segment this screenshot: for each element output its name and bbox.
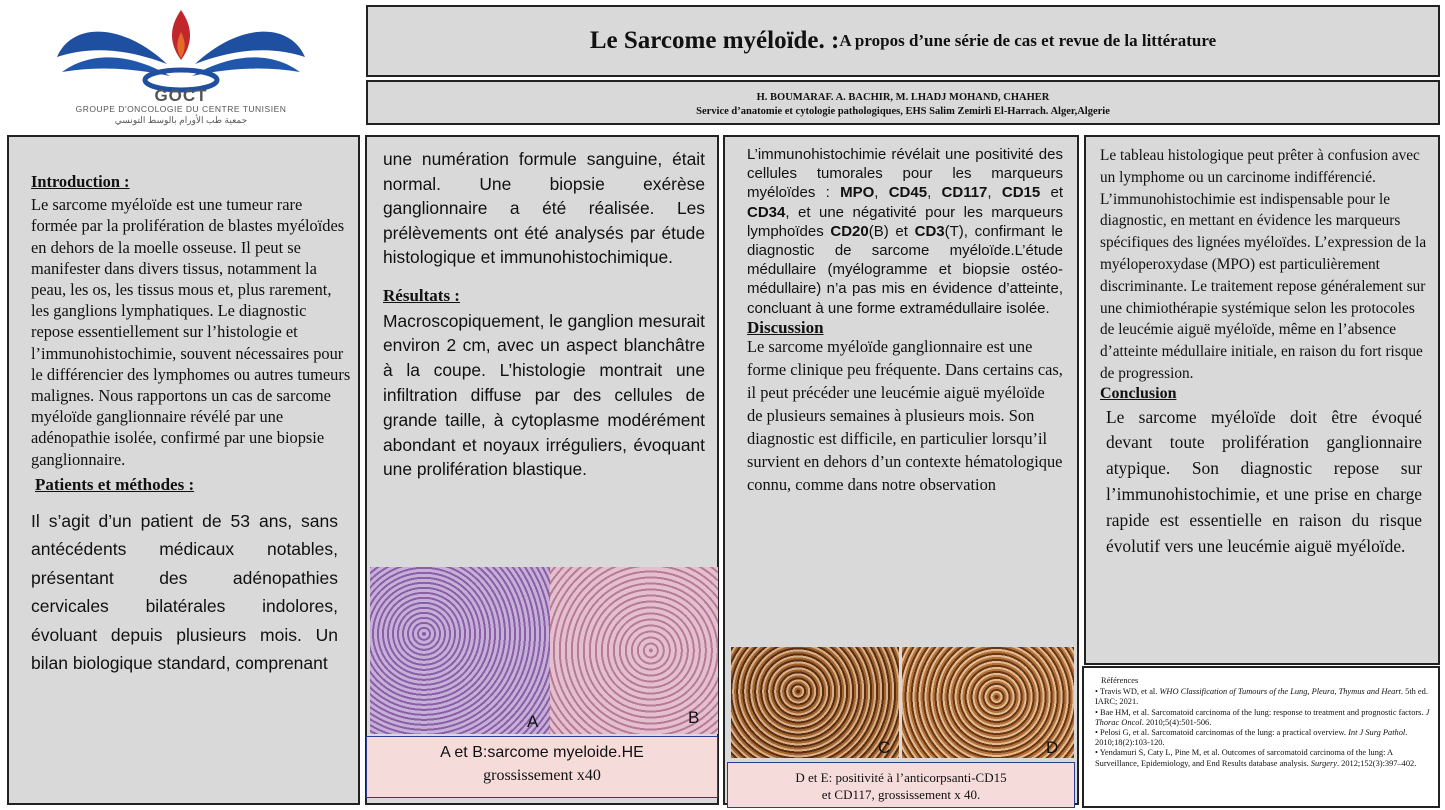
references — [1082, 666, 1440, 808]
reference-item: • Bae HM, et al. Sarcomatoid carcinoma of the lung: response to treatment and prognostic factors. J Thorac Oncol. 2010;5(4):501-506. — [1095, 707, 1430, 727]
introduction-text: Le sarcome myéloïde est une tumeur rare formée par la prolifération de blastes myéloïdes en dehors de la moelle osseuse. Il peut se manifester dans divers tissus, notamment la peau, les os, les tissus mous et, plus rarement, les ganglions lymphatiques. Le diagnostic repose essentiellement sur l’histologie et l’immunohistochimie, souvent nécessaires pour le différencier des lymphomes ou autres tumeurs malignes. Nous rapportons un cas de sarcome myéloïde ganglionnaire révélé par une adénopathie isolée, confirmé par une biopsie ganglionnaire. — [31, 195, 351, 469]
poster-title: Le Sarcome myéloïde. : — [589, 27, 840, 54]
reference-item: • Yendamuri S, Caty L, Pine M, et al. Outcomes of sarcomatoid carcinoma of the lung: A Surveillance, Epidemiology, and End Results database analysis. Surgery. 2012;152(3):397–402. — [1095, 748, 1417, 768]
references-heading: Références — [1101, 676, 1139, 685]
ihc-text: L’immunohistochimie révélait une positivité des cellules tumorales pour les marqueurs myéloïdes : MPO, CD45, CD117, CD15 et CD34, et une négativité pour les marqueurs lymphoïdes CD20(B) et CD3(T), confirmant le diagnostic de sarcome myéloïde.L’étude médullaire (myélogramme et biopsie ostéo-médullaire) n’a pas mis en évidence d’atteinte, concluant à une forme extramédullaire isolée. — [747, 146, 1064, 317]
patients-text: Il s’agit d’un patient de 53 ans, sans antécédents médicaux notables, présentant des adénopathies cervicales bilatérales indolores, évoluant depuis plusieurs mois. Un bilan biologique standard, comprenant — [31, 511, 338, 674]
logo-subtitle: GROUPE D'ONCOLOGIE DU CENTRE TUNISIEN — [75, 104, 287, 114]
ihc-intro: L’immunohistochimie révélait une positivité des cellules tumorales pour les marqueurs myéloïdes : — [747, 146, 1063, 202]
caption-de — [727, 762, 1075, 808]
discussion-heading: Discussion — [747, 317, 824, 337]
reference-item: • Travis WD, et al. WHO Classification of Tumours of the Lung, Pleura, Thymus and Heart. 5th ed. IARC; 2021. — [1095, 687, 1428, 707]
poster-subtitle: A propos d’une série de cas et revue de la littérature — [839, 31, 1217, 50]
logo-acronym: GOCT — [154, 86, 208, 105]
conclusion-heading: Conclusion — [1100, 384, 1177, 402]
marker-cd34: CD34 — [747, 203, 786, 221]
methods-continuation: une numération formule sanguine, était normal. Une biopsie exérèse ganglionnaire a été réalisée. Les prélèvements ont été analysés par étude histologique et immunohistochimique. — [383, 149, 705, 268]
column-conclusion — [1084, 135, 1440, 665]
title-box — [366, 5, 1440, 77]
image-label-d: D — [1046, 738, 1059, 757]
ihc-mid: , et une négativité pour les marqueurs lymphoïdes — [747, 203, 1063, 240]
logo-arabic: جمعية طب الأورام بالوسط التونسي — [114, 115, 248, 125]
affiliation: Service d’anatomie et cytologie pathologiques, EHS Salim Zemirli El-Harrach. Alger,Algerie — [696, 106, 1110, 117]
results-text: Macroscopiquement, le ganglion mesurait environ 2 cm, avec un aspect blanchâtre à la coupe. L’histologie montrait une infiltration diffuse par des cellules de grande taille, à cytoplasme modérément abondant et noyaux irréguliers, évoquant une prolifération blastique. — [383, 310, 705, 480]
marker-cd15: CD15 — [1001, 184, 1041, 202]
marker-cd3: CD3 — [914, 222, 945, 240]
patients-heading: Patients et méthodes : — [35, 474, 195, 494]
ihc-end: , confirmant le diagnostic de sarcome myéloïde.L’étude médullaire (myélogramme et biopsie ostéo-médullaire) n’a pas mis en évidence d’atteinte, concluant à une forme extramédullaire isolée. — [747, 222, 1063, 317]
caption-ab — [366, 736, 718, 798]
micrograph-c — [731, 647, 899, 758]
micrograph-a — [370, 567, 550, 734]
marker-cd117: CD117 — [941, 184, 988, 202]
marker-mpo: MPO — [840, 184, 875, 202]
marker-cd45: CD45 — [888, 184, 928, 202]
image-label-a: A — [527, 712, 539, 731]
caption-de-line2: et CD117, grossissement x 40. — [821, 787, 981, 802]
authors-box — [366, 80, 1440, 125]
column-introduction — [7, 135, 360, 805]
logo — [2, 2, 360, 130]
caption-de-line1: D et E: positivité à l’anticorpsanti-CD15 — [795, 770, 1007, 785]
discussion-continued-text: Le tableau histologique peut prêter à confusion avec un lymphome ou un carcinome indifférencié. L’immunohistochimie est indispensable pour le diagnostic, en mettant en évidence les marqueurs spécifiques des lignées myéloïdes. L’expression de la myéloperoxydase (MPO) est particulièrement discriminante. Le traitement repose généralement sur une chimiothérapie systémique selon les protocoles de leucémie aiguë myéloïde, même en l’absence d’atteinte médullaire initiale, en raison du fort risque de progression. — [1100, 147, 1427, 382]
marker-cd3-suffix: (T) — [944, 222, 964, 240]
marker-cd20: CD20 — [830, 222, 869, 240]
authors: H. BOUMARAF. A. BACHIR, M. LHADJ MOHAND, CHAHER — [756, 92, 1050, 103]
introduction-heading: Introduction : — [31, 172, 130, 191]
image-label-c: C — [878, 738, 891, 757]
caption-ab-line2: grossissement x40 — [483, 767, 601, 784]
discussion-text: Le sarcome myéloïde ganglionnaire est une forme clinique peu fréquente. Dans certains cas, il peut précéder une leucémie aiguë myéloïde de plusieurs semaines à plusieurs mois. Son diagnostic est difficile, en particulier lorsqu’il survient en dehors d’un contexte hématologique connu, comme dans notre observation — [747, 337, 1063, 495]
conclusion-text: Le sarcome myéloïde doit être évoqué devant toute prolifération ganglionnaire atypique. Son diagnostic repose sur l’immunohistochimie, et une prise en charge rapide est essentielle en raison du risque évolutif vers une leucémie aiguë myéloïde. — [1106, 406, 1422, 556]
marker-cd20-suffix: (B) — [868, 222, 889, 240]
results-heading: Résultats : — [383, 285, 460, 305]
image-label-b: B — [688, 708, 700, 727]
reference-item: • Pelosi G, et al. Sarcomatoid carcinomas of the lung: a practical overview. Int J Surg Pathol. 2010;18(2):103-120. — [1095, 728, 1408, 748]
caption-ab-line1: A et B:sarcome myeloide.HE — [440, 744, 644, 761]
